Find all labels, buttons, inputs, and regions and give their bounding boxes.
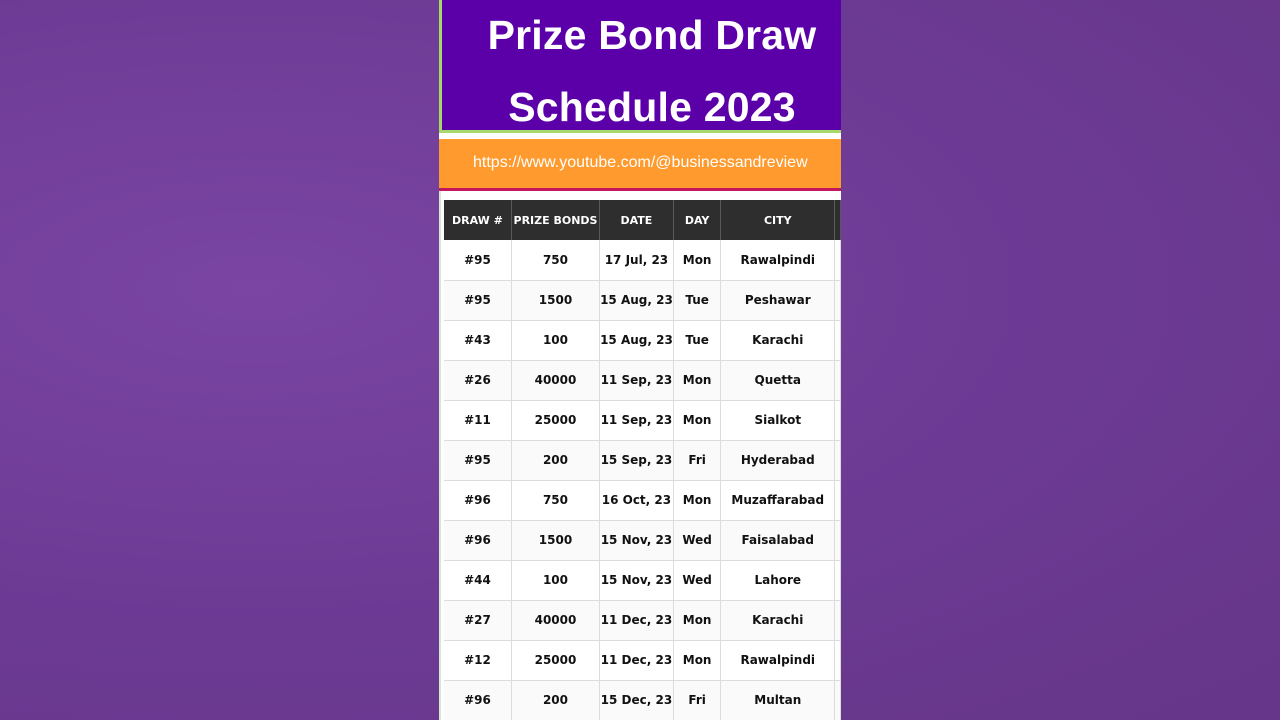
table-row bbox=[444, 600, 841, 640]
cell-prize-bond: 25000 bbox=[511, 400, 599, 440]
title-line-2: Schedule 2023 bbox=[508, 84, 796, 130]
header-date: DATE bbox=[600, 200, 674, 240]
table-row bbox=[444, 680, 841, 720]
cell-date: 11 Dec, 23 bbox=[600, 600, 674, 640]
cell-day: Fri bbox=[673, 680, 721, 720]
cell-draw: #95 bbox=[444, 440, 511, 480]
cell-extra bbox=[835, 520, 841, 560]
table-row bbox=[444, 320, 841, 360]
header-draw: DRAW # bbox=[444, 200, 511, 240]
cell-city: Faisalabad bbox=[721, 520, 835, 560]
cell-draw: #96 bbox=[444, 680, 511, 720]
cell-prize-bond: 40000 bbox=[511, 360, 599, 400]
cell-extra bbox=[835, 320, 841, 360]
left-border bbox=[439, 191, 441, 720]
header-extra bbox=[835, 200, 841, 240]
cell-date: 15 Aug, 23 bbox=[600, 320, 674, 360]
cell-day: Mon bbox=[673, 240, 721, 280]
cell-draw: #95 bbox=[444, 280, 511, 320]
cell-prize-bond: 40000 bbox=[511, 600, 599, 640]
cell-city: Muzaffarabad bbox=[721, 480, 835, 520]
cell-day: Fri bbox=[673, 440, 721, 480]
cell-extra bbox=[835, 640, 841, 680]
cell-prize-bond: 100 bbox=[511, 320, 599, 360]
cell-day: Mon bbox=[673, 400, 721, 440]
table-row bbox=[444, 480, 841, 520]
cell-extra bbox=[835, 480, 841, 520]
table-row bbox=[444, 440, 841, 480]
cell-day: Mon bbox=[673, 600, 721, 640]
cell-date: 16 Oct, 23 bbox=[600, 480, 674, 520]
cell-draw: #26 bbox=[444, 360, 511, 400]
cell-date: 15 Nov, 23 bbox=[600, 560, 674, 600]
cell-day: Mon bbox=[673, 360, 721, 400]
cell-draw: #96 bbox=[444, 480, 511, 520]
table-row bbox=[444, 240, 841, 280]
table-row bbox=[444, 560, 841, 600]
cell-day: Mon bbox=[673, 480, 721, 520]
cell-extra bbox=[835, 560, 841, 600]
cell-draw: #95 bbox=[444, 240, 511, 280]
cell-city: Lahore bbox=[721, 560, 835, 600]
schedule-panel bbox=[439, 0, 841, 720]
table-row bbox=[444, 520, 841, 560]
cell-city: Karachi bbox=[721, 600, 835, 640]
cell-day: Tue bbox=[673, 280, 721, 320]
cell-date: 11 Sep, 23 bbox=[600, 360, 674, 400]
cell-extra bbox=[835, 400, 841, 440]
cell-prize-bond: 25000 bbox=[511, 640, 599, 680]
cell-date: 15 Nov, 23 bbox=[600, 520, 674, 560]
cell-extra bbox=[835, 600, 841, 640]
cell-draw: #12 bbox=[444, 640, 511, 680]
cell-city: Peshawar bbox=[721, 280, 835, 320]
cell-prize-bond: 1500 bbox=[511, 520, 599, 560]
cell-prize-bond: 100 bbox=[511, 560, 599, 600]
cell-prize-bond: 200 bbox=[511, 680, 599, 720]
cell-city: Rawalpindi bbox=[721, 240, 835, 280]
cell-draw: #44 bbox=[444, 560, 511, 600]
table-row bbox=[444, 400, 841, 440]
title-line-1: Prize Bond Draw bbox=[487, 12, 817, 58]
channel-url[interactable]: https://www.youtube.com/@businessandreview bbox=[473, 154, 808, 171]
table-body bbox=[444, 240, 841, 720]
cell-draw: #27 bbox=[444, 600, 511, 640]
cell-city: Karachi bbox=[721, 320, 835, 360]
cell-draw: #11 bbox=[444, 400, 511, 440]
cell-date: 17 Jul, 23 bbox=[600, 240, 674, 280]
cell-prize-bond: 1500 bbox=[511, 280, 599, 320]
table-row bbox=[444, 640, 841, 680]
table-row bbox=[444, 280, 841, 320]
cell-day: Wed bbox=[673, 560, 721, 600]
cell-date: 15 Sep, 23 bbox=[600, 440, 674, 480]
cell-city: Sialkot bbox=[721, 400, 835, 440]
cell-extra bbox=[835, 240, 841, 280]
cell-extra bbox=[835, 280, 841, 320]
cell-day: Mon bbox=[673, 640, 721, 680]
cell-draw: #43 bbox=[444, 320, 511, 360]
cell-extra bbox=[835, 440, 841, 480]
cell-day: Wed bbox=[673, 520, 721, 560]
cell-draw: #96 bbox=[444, 520, 511, 560]
cell-city: Rawalpindi bbox=[721, 640, 835, 680]
cell-date: 15 Dec, 23 bbox=[600, 680, 674, 720]
header-city: CITY bbox=[721, 200, 835, 240]
header-day: DAY bbox=[673, 200, 721, 240]
table-row bbox=[444, 360, 841, 400]
cell-date: 11 Sep, 23 bbox=[600, 400, 674, 440]
cell-city: Hyderabad bbox=[721, 440, 835, 480]
cell-date: 11 Dec, 23 bbox=[600, 640, 674, 680]
table-header-row bbox=[444, 200, 841, 240]
cell-city: Quetta bbox=[721, 360, 835, 400]
cell-prize-bond: 750 bbox=[511, 480, 599, 520]
cell-extra bbox=[835, 680, 841, 720]
cell-city: Multan bbox=[721, 680, 835, 720]
title-banner bbox=[439, 0, 841, 133]
cell-prize-bond: 750 bbox=[511, 240, 599, 280]
header-prize-bonds: PRIZE BONDS bbox=[511, 200, 599, 240]
url-banner bbox=[439, 139, 841, 191]
schedule-table bbox=[444, 200, 841, 720]
cell-extra bbox=[835, 360, 841, 400]
cell-prize-bond: 200 bbox=[511, 440, 599, 480]
cell-day: Tue bbox=[673, 320, 721, 360]
cell-date: 15 Aug, 23 bbox=[600, 280, 674, 320]
